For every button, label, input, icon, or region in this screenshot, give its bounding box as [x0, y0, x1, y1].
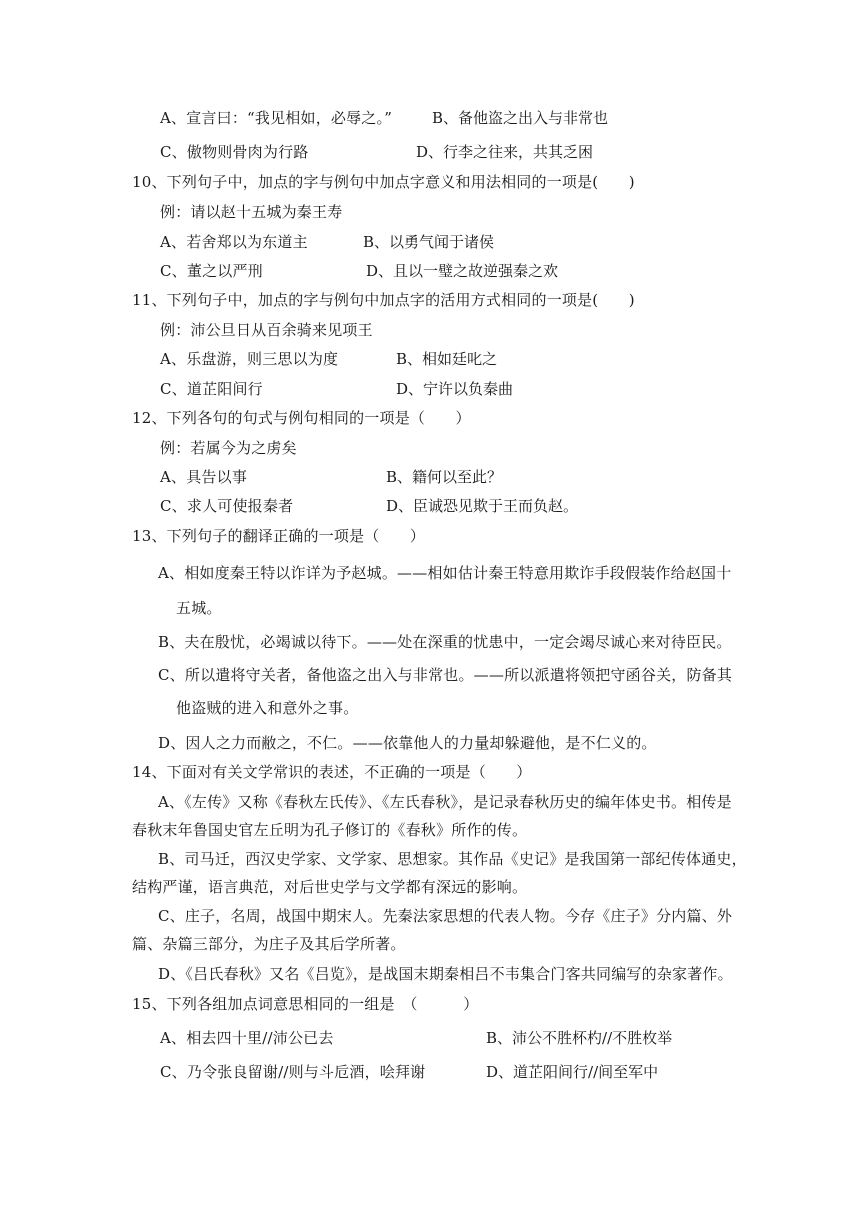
q14-option-c-cont: 篇、杂篇三部分，为庄子及其后学所著。	[132, 935, 406, 953]
q9-option-b: B、备他盗之出入与非常也	[432, 109, 609, 127]
q12-example: 例：若属今为之虏矣	[160, 439, 297, 457]
q14-option-c: C、庄子，名周，战国中期宋人。先秦法家思想的代表人物。今存《庄子》分内篇、外	[158, 907, 733, 925]
q12-option-a: A、具告以事	[160, 468, 248, 486]
q15-option-d: D、道芷阳间行//间至军中	[486, 1063, 659, 1081]
q13-option-b: B、夫在殷忧，必竭诚以待下。——处在深重的忧患中，一定会竭尽诚心来对待臣民。	[158, 633, 732, 651]
q14-option-b-cont: 结构严谨，语言典范，对后世史学与文学都有深远的影响。	[132, 878, 528, 896]
q11-option-c: C、道芷阳间行	[160, 380, 263, 398]
q13-option-a-cont: 五城。	[176, 599, 222, 617]
q9-option-c: C、傲物则骨肉为行路	[160, 143, 309, 161]
q14-option-a: A、《左传》又称《春秋左氏传》、《左氏春秋》，是记录春秋历史的编年体史书。相传是	[158, 793, 732, 811]
q10-option-a: A、若舍郑以为东道主	[160, 233, 308, 251]
q11-option-a: A、乐盘游，则三思以为度	[160, 350, 339, 368]
q13-option-d: D、因人之力而敝之，不仁。——依靠他人的力量却躲避他，是不仁义的。	[158, 734, 657, 752]
q11-option-b: B、相如廷叱之	[396, 350, 498, 368]
q15-option-a: A、相去四十里//沛公已去	[160, 1029, 334, 1047]
q12-option-c: C、求人可使报秦者	[160, 497, 294, 515]
q9-option-a: A、宣言曰：“我见相如，必辱之。”	[160, 109, 393, 127]
q15-option-b: B、沛公不胜杯杓//不胜枚举	[486, 1029, 673, 1047]
q10-option-c: C、董之以严刑	[160, 262, 263, 280]
q13-option-c-cont: 他盗贼的进入和意外之事。	[176, 699, 359, 717]
question-15: 15、下列各组加点词意思相同的一组是 （ ）	[132, 995, 479, 1013]
q12-option-d: D、臣诚恐见欺于王而负赵。	[386, 497, 579, 515]
q12-option-b: B、籍何以至此？	[386, 468, 503, 486]
q14-option-b: B、司马迁，西汉史学家、文学家、思想家。其作品《史记》是我国第一部纪传体通史，	[158, 850, 747, 868]
q10-option-b: B、以勇气闻于诸侯	[363, 233, 495, 251]
q11-option-d: D、宁许以负秦曲	[396, 380, 514, 398]
question-13: 13、下列句子的翻译正确的一项是（ ）	[132, 527, 426, 545]
question-10: 10、下列句子中，加点的字与例句中加点字意义和用法相同的一项是( )	[132, 173, 635, 191]
q13-option-a: A、相如度秦王特以诈详为予赵城。——相如估计秦王特意用欺诈手段假装作给赵国十	[158, 564, 732, 582]
q11-example: 例：沛公旦日从百余骑来见项王	[160, 321, 373, 339]
question-14: 14、下面对有关文学常识的表述，不正确的一项是（ ）	[132, 763, 532, 781]
q14-option-a-cont: 春秋末年鲁国史官左丘明为孔子修订的《春秋》所作的传。	[132, 821, 528, 839]
question-12: 12、下列各句的句式与例句相同的一项是（ ）	[132, 409, 471, 427]
q13-option-c: C、所以遣将守关者，备他盗之出入与非常也。——所以派遣将领把守函谷关，防备其	[158, 666, 733, 684]
q15-option-c: C、乃令张良留谢//则与斗卮酒，哙拜谢	[160, 1063, 426, 1081]
q10-option-d: D、且以一璧之故逆强秦之欢	[366, 262, 559, 280]
q9-option-d: D、行李之往来，共其乏困	[416, 143, 594, 161]
q10-example: 例：请以赵十五城为秦王寿	[160, 203, 343, 221]
question-11: 11、下列句子中，加点的字与例句中加点字的活用方式相同的一项是( )	[132, 291, 635, 309]
q14-option-d: D、《吕氏春秋》又名《吕览》，是战国末期秦相吕不韦集合门客共同编写的杂家著作。	[158, 965, 733, 983]
